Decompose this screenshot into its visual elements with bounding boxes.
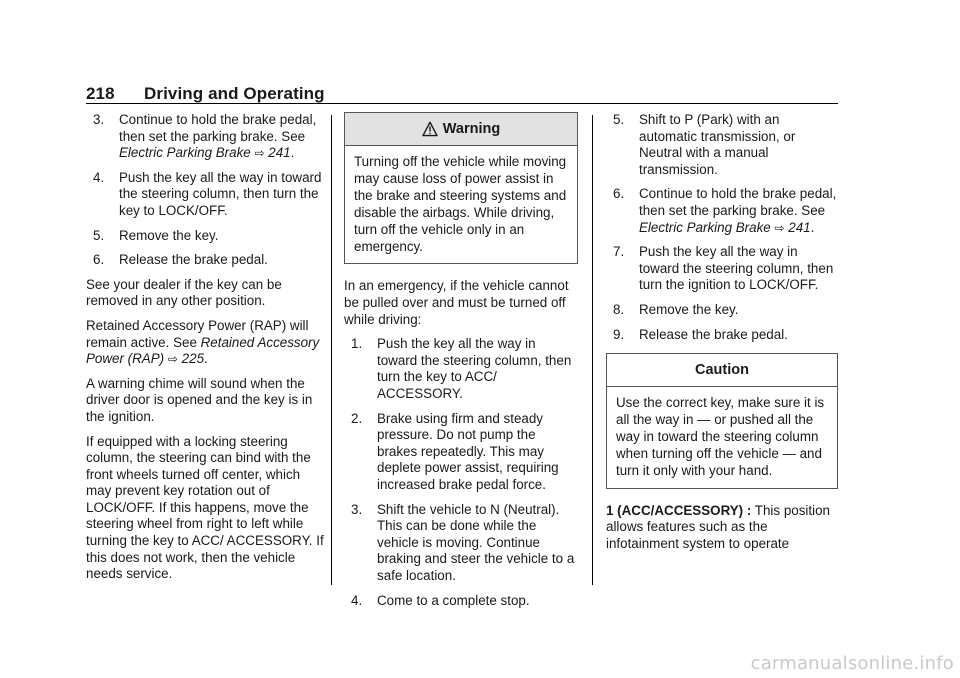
- paragraph-chime: A warning chime will sound when the driver door is opened and the key is in the ignition.: [86, 375, 313, 424]
- list-item: 3. Continue to hold the brake pedal, then set the parking brake. See Electric Parking Brake ⇨ 241.: [93, 112, 317, 161]
- warning-box: [344, 112, 578, 264]
- list-item: 5. Remove the key.: [93, 227, 219, 243]
- list-item: 9. Release the brake pedal.: [613, 326, 788, 342]
- cross-reference-arrow-icon: ⇨: [254, 146, 265, 161]
- cross-reference-arrow-icon: ⇨: [774, 220, 785, 235]
- list-item: 7. Push the key all the way in toward the steering column, then turn the ignition to LOCK/OFF.: [613, 244, 834, 293]
- paragraph-emergency: In an emergency, if the vehicle cannot be pulled over and must be turned off while driving:: [344, 278, 569, 327]
- column-3: [606, 112, 838, 560]
- xref-page[interactable]: 225: [181, 351, 205, 367]
- warning-triangle-icon: [422, 121, 438, 137]
- paragraph-locking-column: If equipped with a locking steering column, the steering can bind with the front wheels turned off center, which may prevent key rotation out of LOCK/OFF. If this happens, move the steering wheel from right to left while turning the key to ACC/ ACCESSORY. If this does not work, then the vehicle needs service.: [86, 433, 324, 582]
- xref-title[interactable]: Electric Parking Brake: [639, 219, 771, 235]
- list-item: 3. Shift the vehicle to N (Neutral). This can be done while the vehicle is moving. Continue braking and steer the vehicle to a safe location.: [351, 501, 575, 583]
- column-1: [86, 112, 324, 591]
- watermark-text: carmanualsonline.info: [750, 653, 954, 674]
- list-item: 2. Brake using firm and steady pressure. Do not pump the brakes repeatedly. This may deplete power assist, requiring increased brake pedal force.: [351, 410, 559, 492]
- xref-title[interactable]: Electric Parking Brake: [119, 145, 251, 161]
- ignition-off-steps: [86, 112, 324, 269]
- list-item: 5. Shift to P (Park) with an automatic transmission, or Neutral with a manual transmission.: [613, 112, 796, 177]
- warning-title: Warning: [442, 120, 501, 137]
- xref-title[interactable]: Retained Accessory Power (RAP): [86, 334, 320, 367]
- caution-title: Caution: [695, 361, 749, 378]
- list-item: 6. Continue to hold the brake pedal, then set the parking brake. See Electric Parking Brake ⇨ 241.: [613, 186, 837, 235]
- section-title: Driving and Operating: [144, 84, 325, 103]
- warning-body: Turning off the vehicle while moving may cause loss of power assist in the brake and steering systems and disable the airbags. While driving, turn off the vehicle only in an emergency.: [354, 154, 567, 254]
- emergency-steps-continued: [606, 112, 838, 343]
- paragraph-dealer: See your dealer if the key can be removed in any other position.: [86, 276, 282, 309]
- warning-header: [345, 113, 577, 146]
- acc-label: 1 (ACC/ACCESSORY) :: [606, 502, 752, 518]
- list-item: 1. Push the key all the way in toward the steering column, then turn the key to ACC/ ACCESSORY.: [351, 336, 572, 401]
- emergency-steps: [344, 336, 578, 609]
- paragraph-rap: Retained Accessory Power (RAP) will remain active. See Retained Accessory Power (RAP) ⇨ 225.: [86, 317, 320, 367]
- list-item: 4. Come to a complete stop.: [351, 592, 530, 608]
- page-number: 218: [86, 84, 115, 103]
- paragraph-acc-position: 1 (ACC/ACCESSORY) : This position allows features such as the infotainment system to operate: [606, 502, 830, 551]
- caution-body: Use the correct key, make sure it is all the way in — or pushed all the way in toward the steering column when turning off the vehicle — and turn it only with your hand.: [616, 395, 825, 478]
- list-item: 8. Remove the key.: [613, 301, 739, 317]
- caution-header: [607, 354, 837, 387]
- column-divider-1: [331, 115, 332, 585]
- column-2: [344, 112, 578, 617]
- header-rule: [86, 103, 838, 104]
- cross-reference-arrow-icon: ⇨: [167, 352, 178, 367]
- caution-box: [606, 353, 838, 489]
- list-item: 4. Push the key all the way in toward the steering column, then turn the key to LOCK/OFF.: [93, 169, 322, 218]
- list-item: 6. Release the brake pedal.: [93, 252, 268, 268]
- page-header: [86, 84, 325, 104]
- xref-page[interactable]: 241: [268, 145, 291, 161]
- xref-page[interactable]: 241: [788, 219, 811, 235]
- column-divider-2: [592, 115, 593, 585]
